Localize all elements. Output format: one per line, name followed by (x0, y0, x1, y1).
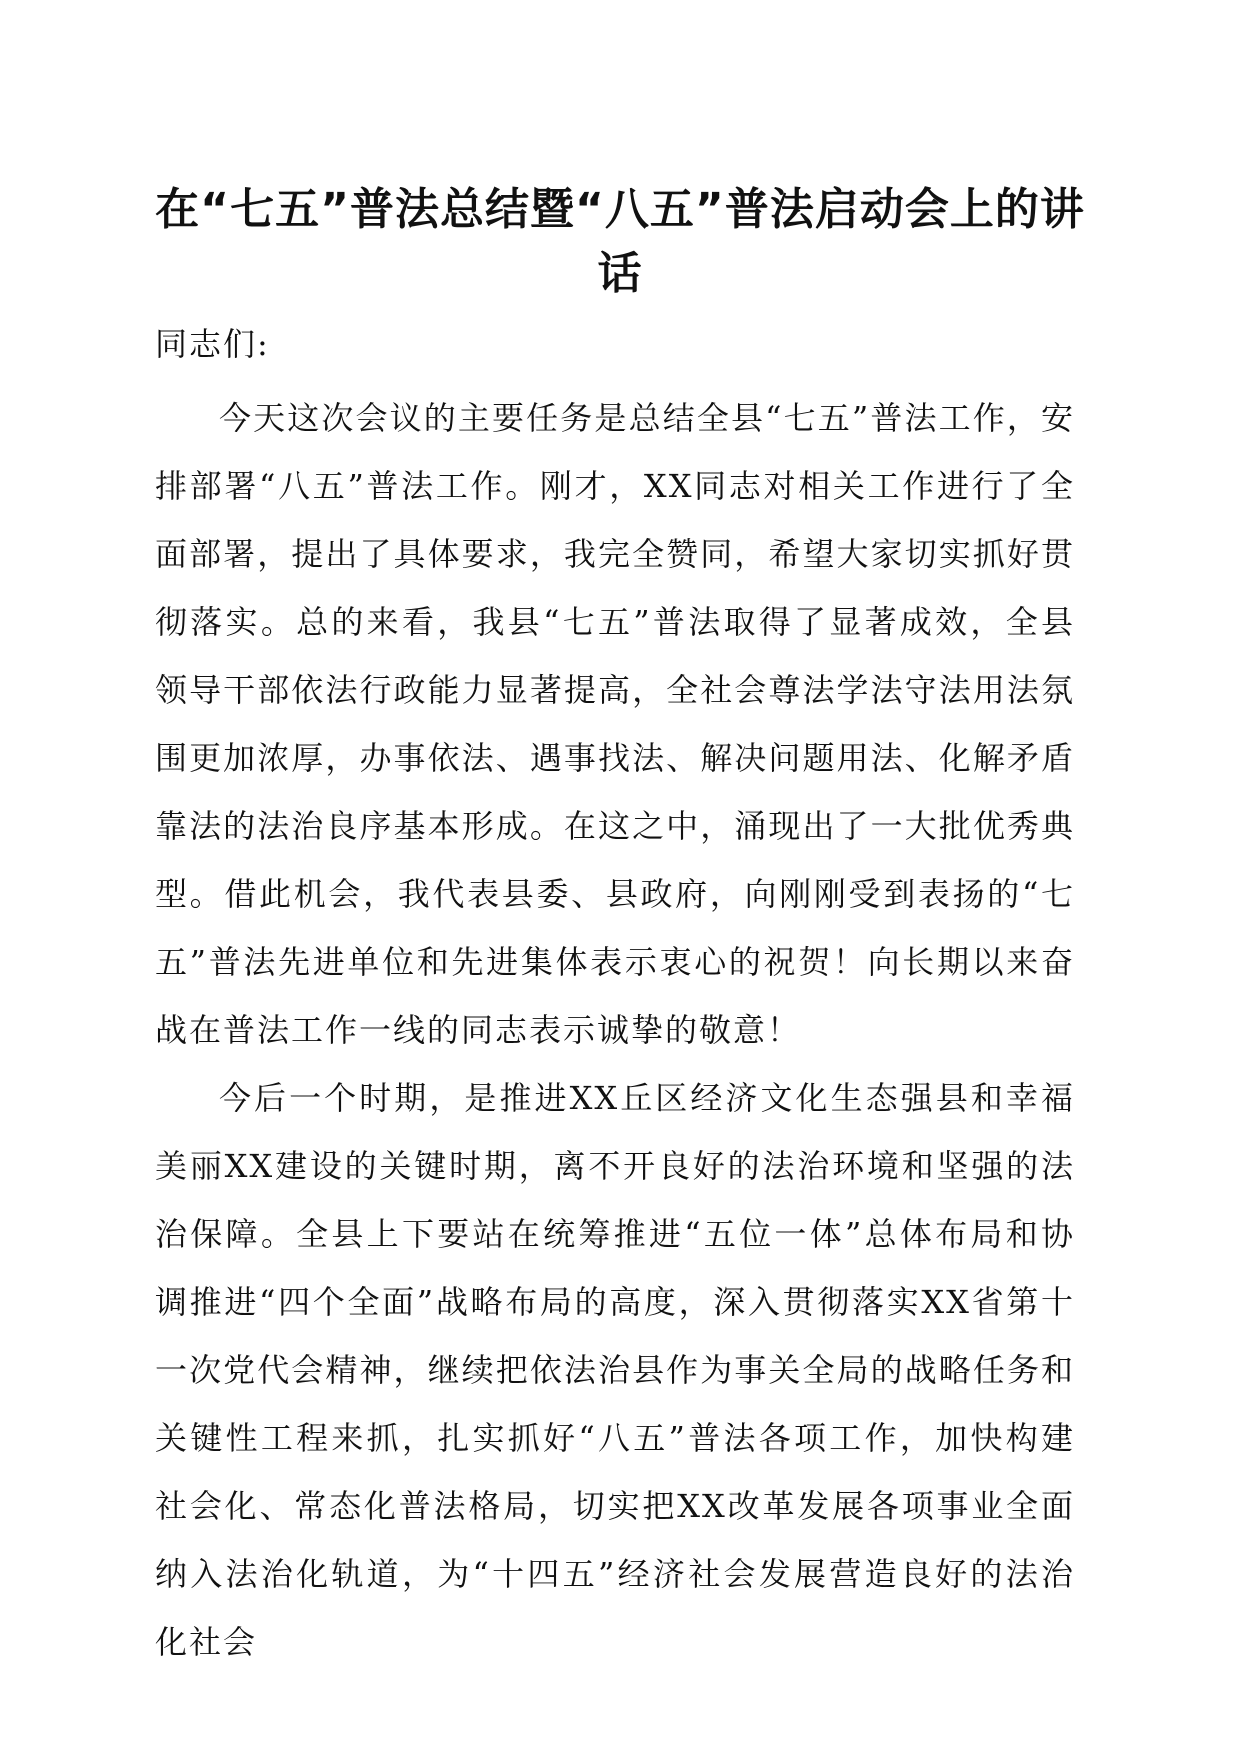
salutation: 同志们: (155, 325, 270, 363)
paragraph-2: 今后一个时期，是推进XX丘区经济文化生态强县和幸福美丽XX建设的关键时期，离不开良好的法治环境和坚强的法治保障。全县上下要站在统筹推进“五位一体”总体布局和协调推进“四个全面”战略布局的高度，深入贯彻落实XX省第十一次党代会精神，继续把依法治县作为事关全局的战略任务和关键性工程来抓，扎实抓好“八五”普法各项工作，加快构建社会化、常态化普法格局，切实把XX改革发展各项事业全面纳入法治化轨道，为“十四五”经济社会发展营造良好的法治化社会 (155, 1079, 1075, 1661)
document-body (155, 384, 1075, 1676)
paragraph-1: 今天这次会议的主要任务是总结全县“七五”普法工作，安排部署“八五”普法工作。刚才，XX同志对相关工作进行了全面部署，提出了具体要求，我完全赞同，希望大家切实抓好贯彻落实。总的来看，我县“七五”普法取得了显著成效，全县领导干部依法行政能力显著提高，全社会尊法学法守法用法氛围更加浓厚，办事依法、遇事找法、解决问题用法、化解矛盾靠法的法治良序基本形成。在这之中，涌现出了一大批优秀典型。借此机会，我代表县委、县政府，向刚刚受到表扬的“七五”普法先进单位和先进集体表示衷心的祝贺！向长期以来奋战在普法工作一线的同志表示诚挚的敬意！ (155, 399, 1075, 1049)
page-title: 在“七五”普法总结暨“八五”普法启动会上的讲话 (155, 184, 1085, 299)
